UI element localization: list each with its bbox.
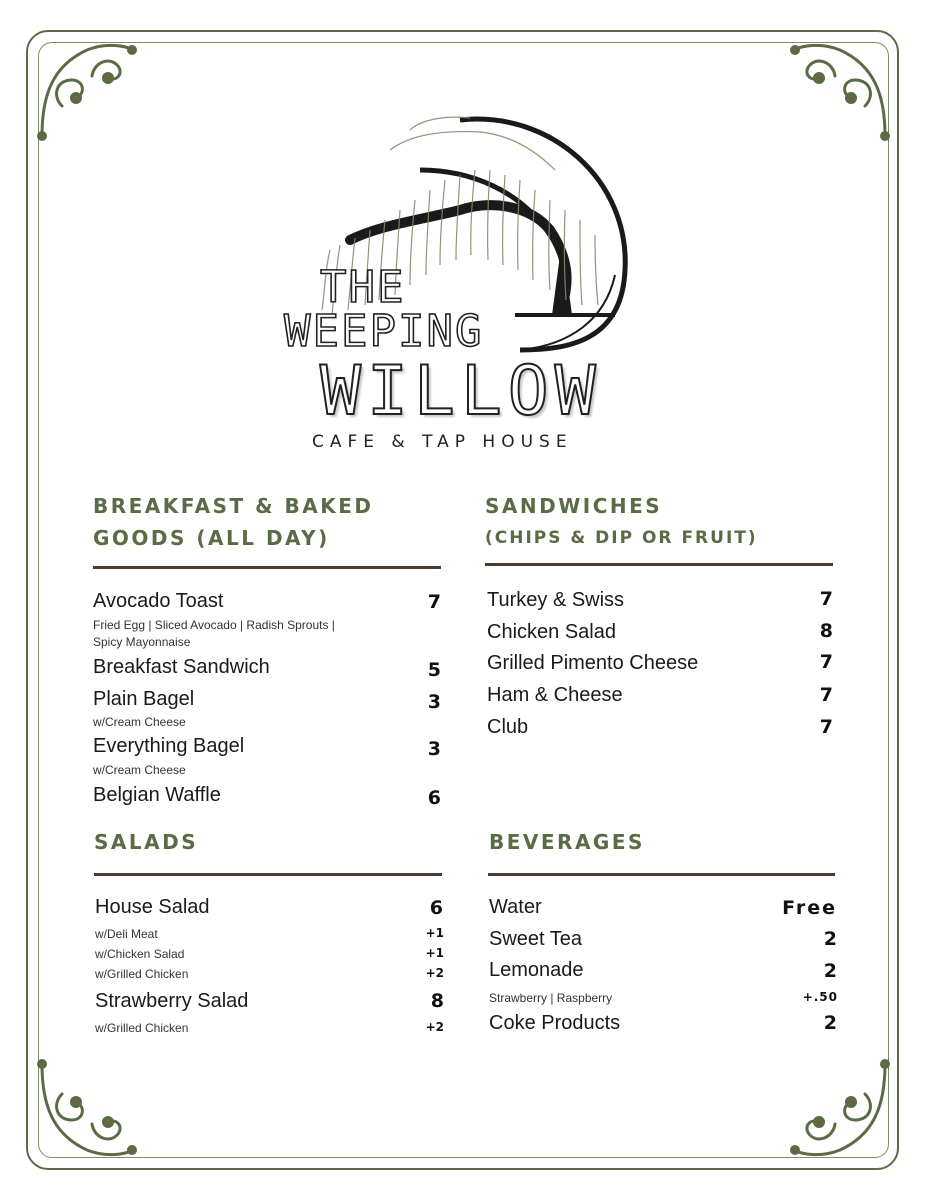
- logo-line-the: THE: [320, 262, 406, 313]
- menu-item-price: 7: [427, 591, 441, 613]
- salads-divider: [94, 873, 442, 876]
- menu-item-price: 8: [819, 620, 833, 642]
- corner-flourish-icon: [785, 36, 895, 146]
- menu-item-name: Grilled Pimento Cheese: [487, 652, 699, 674]
- corner-flourish-icon: [785, 1054, 895, 1164]
- salad-addon-price: +2: [425, 1020, 444, 1034]
- menu-item-price: 2: [823, 928, 837, 950]
- menu-item-name: Avocado Toast: [93, 590, 224, 612]
- salads-section-title: SALADS: [94, 830, 199, 854]
- menu-item-name: Lemonade: [489, 959, 584, 981]
- beverages-divider: [488, 873, 835, 876]
- logo-subtitle: CAFE & TAP HOUSE: [312, 432, 573, 452]
- corner-flourish-icon: [32, 1054, 142, 1164]
- menu-item-name: Coke Products: [489, 1012, 621, 1034]
- beverage-addon-price: +.50: [802, 990, 838, 1004]
- menu-item-name: Club: [487, 716, 529, 738]
- logo-line-weeping: WEEPING: [284, 306, 484, 357]
- sandwiches-section-title: [485, 490, 758, 554]
- menu-item-price: 7: [819, 716, 833, 738]
- salad-addon: w/Chicken Salad: [95, 947, 185, 961]
- sandwiches-divider: [485, 563, 833, 566]
- breakfast-title-line1: BREAKFAST & BAKED: [93, 494, 374, 518]
- menu-item-name: Chicken Salad: [487, 621, 616, 643]
- menu-item-description: w/Cream Cheese: [93, 715, 186, 729]
- beverage-addon: Strawberry | Raspberry: [489, 991, 613, 1005]
- salad-addon: w/Grilled Chicken: [95, 967, 189, 981]
- menu-item-name: Plain Bagel: [93, 688, 195, 710]
- sandwiches-title: SANDWICHES: [485, 494, 663, 518]
- logo-line-willow: WILLOW: [320, 352, 602, 431]
- menu-item-price: 3: [427, 691, 441, 713]
- breakfast-title-line2: GOODS (ALL DAY): [93, 526, 330, 550]
- beverages-section-title: BEVERAGES: [489, 830, 645, 854]
- menu-item-name: Belgian Waffle: [93, 784, 221, 806]
- menu-item-name: Turkey & Swiss: [487, 589, 625, 611]
- menu-item-price: 7: [819, 588, 833, 610]
- salad-addon-price: +1: [425, 946, 444, 960]
- menu-item-price: Free: [782, 897, 837, 919]
- breakfast-divider: [93, 566, 441, 569]
- menu-item-price: 7: [819, 651, 833, 673]
- menu-item-name: Everything Bagel: [93, 735, 245, 757]
- menu-item-price: 2: [823, 1012, 837, 1034]
- salad-addon: w/Deli Meat: [95, 927, 158, 941]
- menu-item-price: 2: [823, 960, 837, 982]
- sandwiches-subtitle: (CHIPS & DIP OR FRUIT): [485, 528, 758, 548]
- salad-addon-price: +2: [425, 966, 444, 980]
- menu-item-price: 8: [430, 990, 444, 1012]
- menu-item-price: 6: [429, 897, 443, 919]
- corner-flourish-icon: [32, 36, 142, 146]
- menu-item-name: Strawberry Salad: [95, 990, 249, 1012]
- menu-item-description: w/Cream Cheese: [93, 763, 186, 777]
- menu-item-name: Ham & Cheese: [487, 684, 623, 706]
- menu-item-price: 3: [427, 738, 441, 760]
- menu-item-price: 5: [427, 659, 441, 681]
- salad-addon: w/Grilled Chicken: [95, 1021, 189, 1035]
- menu-item-name: House Salad: [95, 896, 210, 918]
- menu-item-description: Fried Egg | Sliced Avocado | Radish Sprouts | Spicy Mayonnaise: [93, 618, 335, 649]
- menu-item-price: 6: [427, 787, 441, 809]
- breakfast-section-title: [93, 490, 374, 554]
- menu-item-name: Sweet Tea: [489, 928, 583, 950]
- salad-addon-price: +1: [425, 926, 444, 940]
- menu-item-name: Breakfast Sandwich: [93, 656, 270, 678]
- menu-item-price: 7: [819, 684, 833, 706]
- menu-item-name: Water: [489, 896, 542, 918]
